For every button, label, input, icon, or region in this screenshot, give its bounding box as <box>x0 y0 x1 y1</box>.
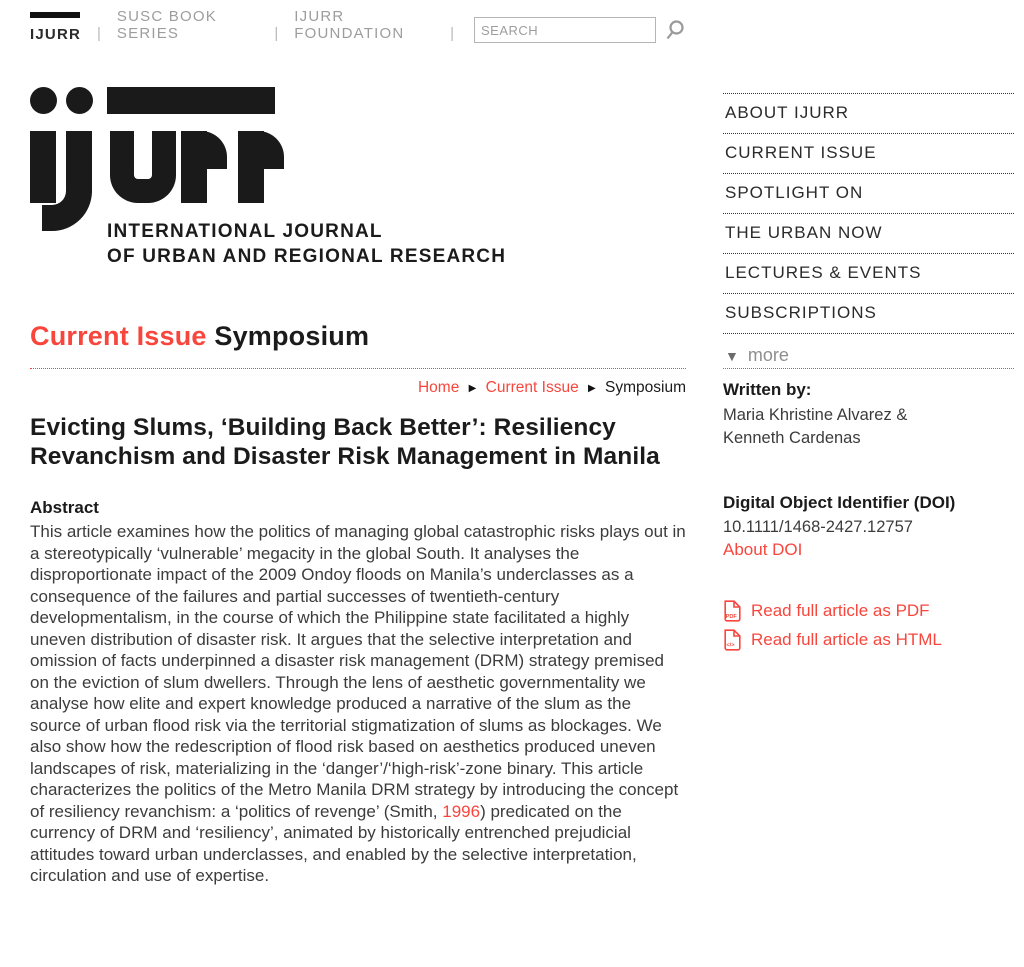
more-label: more <box>747 345 789 365</box>
nav-item-susc-book-series[interactable]: SUSC BOOK SERIES <box>116 8 217 42</box>
breadcrumb-home[interactable]: Home <box>417 379 460 396</box>
sidebar <box>723 0 1014 368</box>
search-area <box>474 17 686 43</box>
sidebar-item-current-issue[interactable]: CURRENT ISSUE <box>723 133 1014 173</box>
nav-separator: | <box>450 25 454 42</box>
logo-tagline <box>107 219 506 269</box>
breadcrumb <box>30 369 686 399</box>
section-heading-current-issue: Current Issue <box>30 321 207 351</box>
authors: Maria Khristine Alvarez & Kenneth Cardenas <box>723 406 908 447</box>
abstract-text-after: ) predicated on the currency of DRM and ‘resiliency’, animated by historically entrenched prejudicial attitudes toward urban underclasses, and enabled by the selective interpretation, circulation and use of expertise. <box>30 801 637 885</box>
breadcrumb-arrow-icon: ▶ <box>588 382 596 394</box>
sidebar-item-spotlight-on[interactable]: SPOTLIGHT ON <box>723 173 1014 213</box>
read-pdf-link[interactable] <box>723 600 1014 622</box>
nav-item-ijurr-foundation[interactable]: IJURR FOUNDATION <box>294 8 405 42</box>
pdf-document-icon <box>723 600 742 622</box>
sidebar-item-the-urban-now[interactable]: THE URBAN NOW <box>723 213 1014 253</box>
brand-label: IJURR <box>30 26 82 43</box>
top-navigation <box>30 8 686 43</box>
header-main <box>30 0 686 368</box>
sidebar-item-subscriptions[interactable]: SUBSCRIPTIONS <box>723 293 1014 333</box>
search-input[interactable] <box>474 17 656 43</box>
logo-letter-r1-arm <box>181 131 227 169</box>
logo-letter-j-hook <box>42 187 92 231</box>
brand-bar <box>30 12 80 18</box>
read-html-label: Read full article as HTML <box>751 630 942 649</box>
doi-value: 10.1111/1468-2427.12757 <box>723 518 913 536</box>
logo-j-dot <box>66 87 93 114</box>
nav-brand-ijurr[interactable] <box>30 12 81 43</box>
tagline-line1: INTERNATIONAL JOURNAL <box>107 221 383 242</box>
read-html-link[interactable] <box>723 629 1014 651</box>
article-meta <box>723 368 1014 887</box>
breadcrumb-symposium: Symposium <box>605 379 686 396</box>
abstract-heading: Abstract <box>30 498 99 517</box>
logo-bar <box>107 87 275 114</box>
citation-link-smith-1996[interactable]: 1996 <box>442 801 481 821</box>
abstract-text-before: This article examines how the politics of managing global catastrophic risks plays out in a stereotypically ‘vulnerable’ megacity in the global South. It analyses the disproportionate impact of the 2009 Ondoy floods on Manila’s underclasses as a consequence of the failures and partial successes of twentieth-century developmentalism, in the course of which the Philippine state facilitated a highly uneven distribution of disaster risk. It argues that the selective interpretation and omission of facts underpinned a disaster risk management (DRM) strategy premised on the eviction of slum dwellers. Through the lens of aesthetic governmentality we analyse how elite and expert knowledge produced a narrative of the slum as the source of urban flood risk via the territorial stigmatization of slums as blockages. We also show how the redescription of flood risk based on aesthetics produced uneven landscapes of risk, materializing in the ‘danger’/‘high-risk’-zone binary. This article characterizes the politics of the Metro Manila DRM strategy by introducing the concept of resiliency revanchism: a ‘politics of revenge’ (Smith, <box>30 522 686 821</box>
page-title <box>30 321 686 368</box>
logo-i-dot <box>30 87 57 114</box>
sidebar-more-button[interactable] <box>723 333 1014 366</box>
written-by-label: Written by: <box>723 380 812 399</box>
read-pdf-label: Read full article as PDF <box>751 601 930 620</box>
ijurr-logo[interactable] <box>30 87 686 265</box>
article-content <box>30 368 686 887</box>
breadcrumb-arrow-icon: ▶ <box>468 382 477 394</box>
tagline-line2: OF URBAN AND REGIONAL RESEARCH <box>107 246 507 267</box>
logo-letter-r2-arm <box>238 131 284 169</box>
section-heading-symposium: Symposium <box>214 321 370 351</box>
abstract-paragraph <box>30 521 686 887</box>
svg-text:</>: </> <box>726 642 735 649</box>
search-icon[interactable] <box>664 19 686 41</box>
sidebar-item-about-ijurr[interactable]: ABOUT IJURR <box>723 93 1014 133</box>
nav-separator: | <box>97 25 101 42</box>
article-title: Evicting Slums, ‘Building Back Better’: Resiliency Revanchism and Disaster Risk Management in Manila <box>30 414 660 470</box>
logo-letter-j <box>66 131 92 193</box>
nav-separator: | <box>274 25 279 42</box>
full-article-links <box>723 600 1014 651</box>
sidebar-menu <box>723 93 1014 366</box>
svg-text:PDF: PDF <box>725 614 737 620</box>
doi-label: Digital Object Identifier (DOI) <box>723 493 956 512</box>
code-document-icon <box>723 629 742 651</box>
breadcrumb-current-issue[interactable]: Current Issue <box>485 379 579 396</box>
sidebar-item-lectures-events[interactable]: LECTURES & EVENTS <box>723 253 1014 293</box>
chevron-down-icon: ▼ <box>725 347 739 364</box>
logo-letter-u <box>110 131 176 203</box>
about-doi-link[interactable]: About DOI <box>723 540 803 559</box>
